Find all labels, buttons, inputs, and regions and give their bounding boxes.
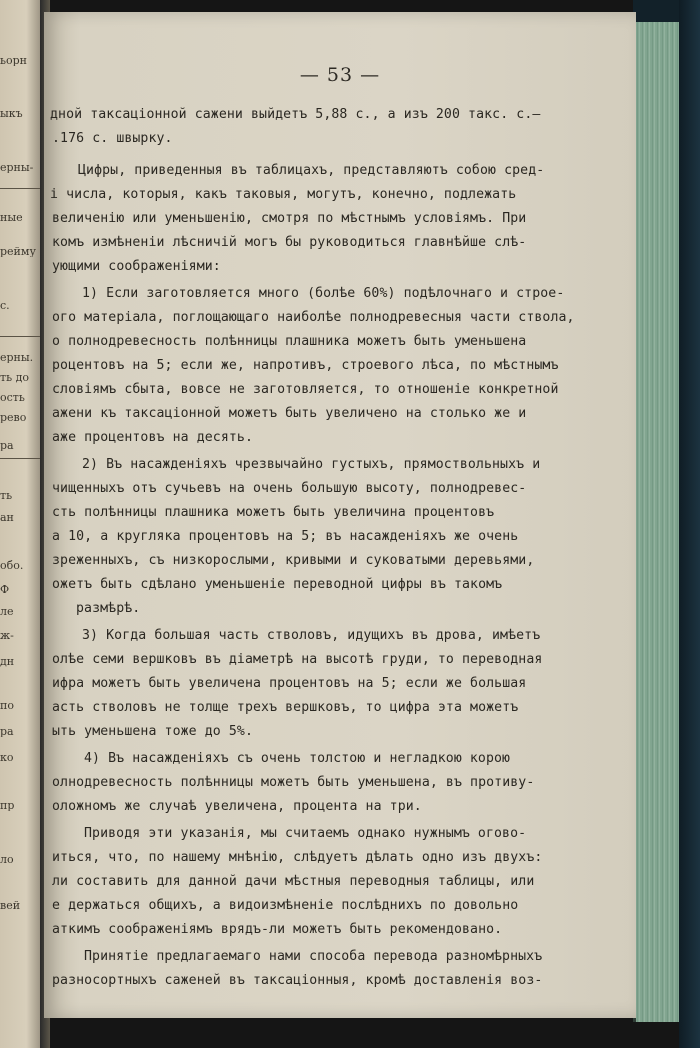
text-line: е держаться общихъ, а видоизмѣненіе послѣднихъ по довольно bbox=[52, 898, 519, 913]
facing-page-fragment: рево bbox=[0, 412, 27, 423]
text-line: величенію или уменьшенію, смотря по мѣстнымъ условіямъ. При bbox=[52, 211, 527, 226]
text-line: олнодревесность полѣнницы можетъ быть уменьшена, въ противу- bbox=[52, 775, 535, 790]
facing-page-fragment: пр bbox=[0, 800, 15, 811]
facing-page-fragment: ле bbox=[0, 606, 14, 617]
facing-page-fragment: ан bbox=[0, 512, 14, 523]
text-line: словіямъ сбыта, вовсе не заготовляется, то отношеніе конкретной bbox=[52, 382, 559, 397]
facing-page-edge bbox=[0, 0, 44, 1048]
facing-page-fragment: рейму bbox=[0, 246, 36, 257]
text-line: 3) Когда большая часть стволовъ, идущихъ въ дрова, имѣетъ bbox=[82, 628, 541, 643]
text-line: чищенныхъ отъ сучьевъ на очень большую высоту, полнодревес- bbox=[52, 481, 527, 496]
facing-page-fragment: ерны- bbox=[0, 162, 34, 173]
facing-page-fragment: ж- bbox=[0, 630, 14, 641]
book-cover bbox=[679, 0, 700, 1048]
text-line: разносортныхъ саженей въ таксаціонныя, кромѣ доставленія воз- bbox=[52, 973, 543, 988]
text-line: ожетъ быть сдѣлано уменьшеніе переводной цифры въ такомъ bbox=[52, 577, 503, 592]
facing-page-fragment: ость bbox=[0, 392, 25, 403]
text-line: зреженныхъ, съ низкорослыми, кривыми и суковатыми деревьями, bbox=[52, 553, 535, 568]
text-line: 4) Въ насажденіяхъ съ очень толстою и негладкою корою bbox=[84, 751, 511, 766]
text-line: дной таксаціонной сажени выйдетъ 5,88 с., а изъ 200 такс. с.— bbox=[50, 107, 541, 122]
text-line: комъ измѣненіи лѣсничій могъ бы руководиться главнѣйше слѣ- bbox=[52, 235, 527, 250]
facing-page-fragment: ло bbox=[0, 854, 14, 865]
text-line: иться, что, по нашему мнѣнію, слѣдуетъ дѣлать одно изъ двухъ: bbox=[52, 850, 543, 865]
text-line: аткимъ соображеніямъ врядъ-ли можетъ быть рекомендовано. bbox=[52, 922, 503, 937]
text-line: о полнодревесность полѣнницы плашника можетъ быть уменьшена bbox=[52, 334, 527, 349]
facing-page-fragment: ра bbox=[0, 726, 14, 737]
facing-page-fragment: ко bbox=[0, 752, 14, 763]
text-line: ли составить для данной дачи мѣстныя переводныя таблицы, или bbox=[52, 874, 535, 889]
facing-page-fragment: Ф bbox=[0, 584, 10, 595]
facing-page-fragment: ть до bbox=[0, 372, 29, 383]
text-line: сть полѣнницы плашника можетъ быть увеличина процентовъ bbox=[52, 505, 495, 520]
text-line: ыть уменьшена тоже до 5%. bbox=[52, 724, 253, 739]
facing-page-fragment: ыкъ bbox=[0, 108, 23, 119]
text-line: а 10, а кругляка процентовъ на 5; въ насажденіяхъ же очень bbox=[52, 529, 519, 544]
facing-page-rule bbox=[0, 188, 40, 189]
facing-page-fragment: обо. bbox=[0, 560, 24, 571]
text-line: 1) Если заготовляется много (болѣе 60%) подѣлочнаго и строе- bbox=[82, 286, 565, 301]
facing-page-fragment: ра bbox=[0, 440, 14, 451]
text-line: Цифры, приведенныя въ таблицахъ, представляютъ собою сред- bbox=[78, 163, 545, 178]
book-page bbox=[44, 12, 636, 1018]
text-line: размѣрѣ. bbox=[76, 601, 141, 616]
page-number: — 53 — bbox=[299, 64, 381, 86]
facing-page-rule bbox=[0, 458, 40, 459]
facing-page-fragment: ть bbox=[0, 490, 13, 501]
text-line: і числа, которыя, какъ таковыя, могутъ, конечно, подлежать bbox=[50, 187, 517, 202]
text-line: ажени къ таксаціонной можетъ быть увеличено на столько же и bbox=[52, 406, 527, 421]
facing-page-fragment: дн bbox=[0, 656, 15, 667]
text-line: асть стволовъ не толще трехъ вершковъ, то цифра эта можетъ bbox=[52, 700, 519, 715]
text-line: ифра можетъ быть увеличена процентовъ на 5; если же большая bbox=[52, 676, 527, 691]
facing-page-rule bbox=[0, 336, 40, 337]
text-line: 2) Въ насажденіяхъ чрезвычайно густыхъ, прямоствольныхъ и bbox=[82, 457, 541, 472]
facing-page-fragment: с. bbox=[0, 300, 10, 311]
text-line: олѣе семи вершковъ въ діаметрѣ на высотѣ груди, то переводная bbox=[52, 652, 543, 667]
text-line: оложномъ же случаѣ увеличена, процента на три. bbox=[52, 799, 422, 814]
facing-page-fragment: по bbox=[0, 700, 14, 711]
text-line: Принятіе предлагаемаго нами способа перевода разномѣрныхъ bbox=[84, 949, 543, 964]
facing-page-fragment: ные bbox=[0, 212, 23, 223]
facing-page-fragment: ьорн bbox=[0, 55, 27, 66]
facing-page-fragment: вей bbox=[0, 900, 21, 911]
text-line: роцентовъ на 5; если же, напротивъ, строевого лѣса, по мѣстнымъ bbox=[52, 358, 559, 373]
text-line: ого матеріала, поглощающаго наиболѣе полнодревесныя части стволa, bbox=[52, 310, 575, 325]
text-line: .176 с. швырку. bbox=[52, 131, 173, 146]
facing-page-fragment: ерны. bbox=[0, 352, 34, 363]
text-line: ующими соображеніями: bbox=[52, 259, 221, 274]
text-line: Приводя эти указанія, мы считаемъ однако нужнымъ огово- bbox=[84, 826, 527, 841]
text-line: аже процентовъ на десять. bbox=[52, 430, 253, 445]
